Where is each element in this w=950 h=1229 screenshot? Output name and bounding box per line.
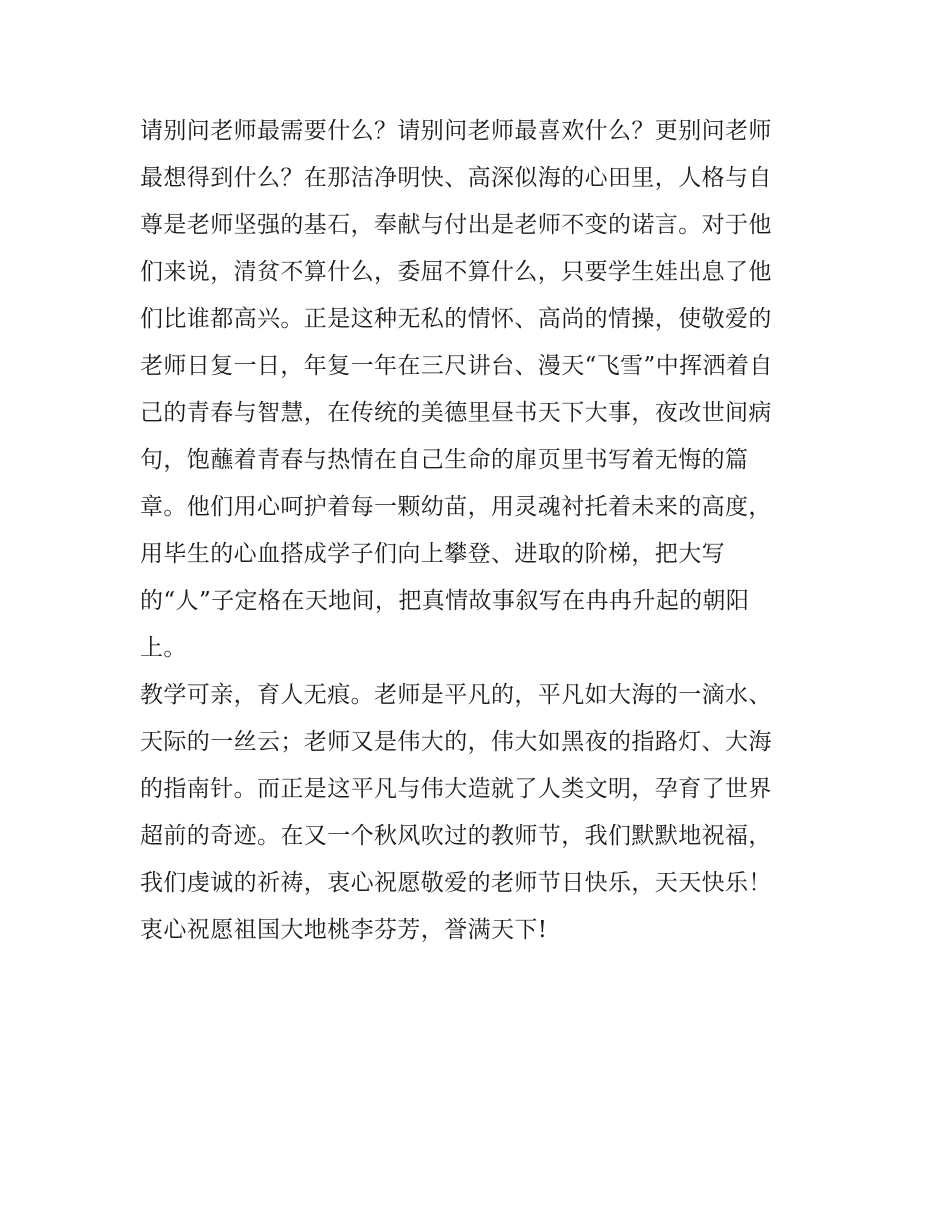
text-line: 的“人”子定格在天地间，把真情故事叙写在冉冉升起的朝阳 [140, 588, 750, 614]
text-line: 们比谁都高兴。正是这种无私的情怀、高尚的情操，使敬爱的 [140, 306, 772, 332]
text-line: 尊是老师坚强的基石，奉献与付出是老师不变的诺言。对于他 [140, 212, 772, 238]
text-line: 超前的奇迹。在又一个秋风吹过的教师节，我们默默地祝福， [140, 823, 772, 849]
text-line: 己的青春与智慧，在传统的美德里昼书天下大事，夜改世间病 [140, 400, 772, 426]
text-line: 最想得到什么？在那洁净明快、高深似海的心田里，人格与自 [140, 165, 772, 191]
text-line: 上。 [140, 635, 187, 661]
text-line: 衷心祝愿祖国大地桃李芬芳，誉满天下! [140, 917, 548, 943]
text-line: 句，饱蘸着青春与热情在自己生命的扉页里书写着无悔的篇 [140, 447, 749, 473]
document-body [140, 108, 840, 954]
text-line: 老师日复一日，年复一年在三尺讲台、漫天“飞雪”中挥洒着自 [140, 353, 773, 379]
text-line: 章。他们用心呵护着每一颗幼苗，用灵魂衬托着未来的高度， [140, 494, 772, 520]
text-line: 我们虔诚的祈祷，衷心祝愿敬爱的老师节日快乐，天天快乐！ [140, 870, 772, 896]
text-line: 的指南针。而正是这平凡与伟大造就了人类文明，孕育了世界 [140, 776, 772, 802]
text-line: 用毕生的心血搭成学子们向上攀登、进取的阶梯，把大写 [140, 541, 725, 567]
text-line: 们来说，清贫不算什么，委屈不算什么，只要学生娃出息了他 [140, 259, 772, 285]
text-line: 请别问老师最需要什么？请别问老师最喜欢什么？更别问老师 [140, 118, 772, 144]
text-line: 教学可亲，育人无痕。老师是平凡的，平凡如大海的一滴水、 [140, 682, 772, 708]
text-line: 天际的一丝云；老师又是伟大的，伟大如黑夜的指路灯、大海 [140, 729, 772, 755]
